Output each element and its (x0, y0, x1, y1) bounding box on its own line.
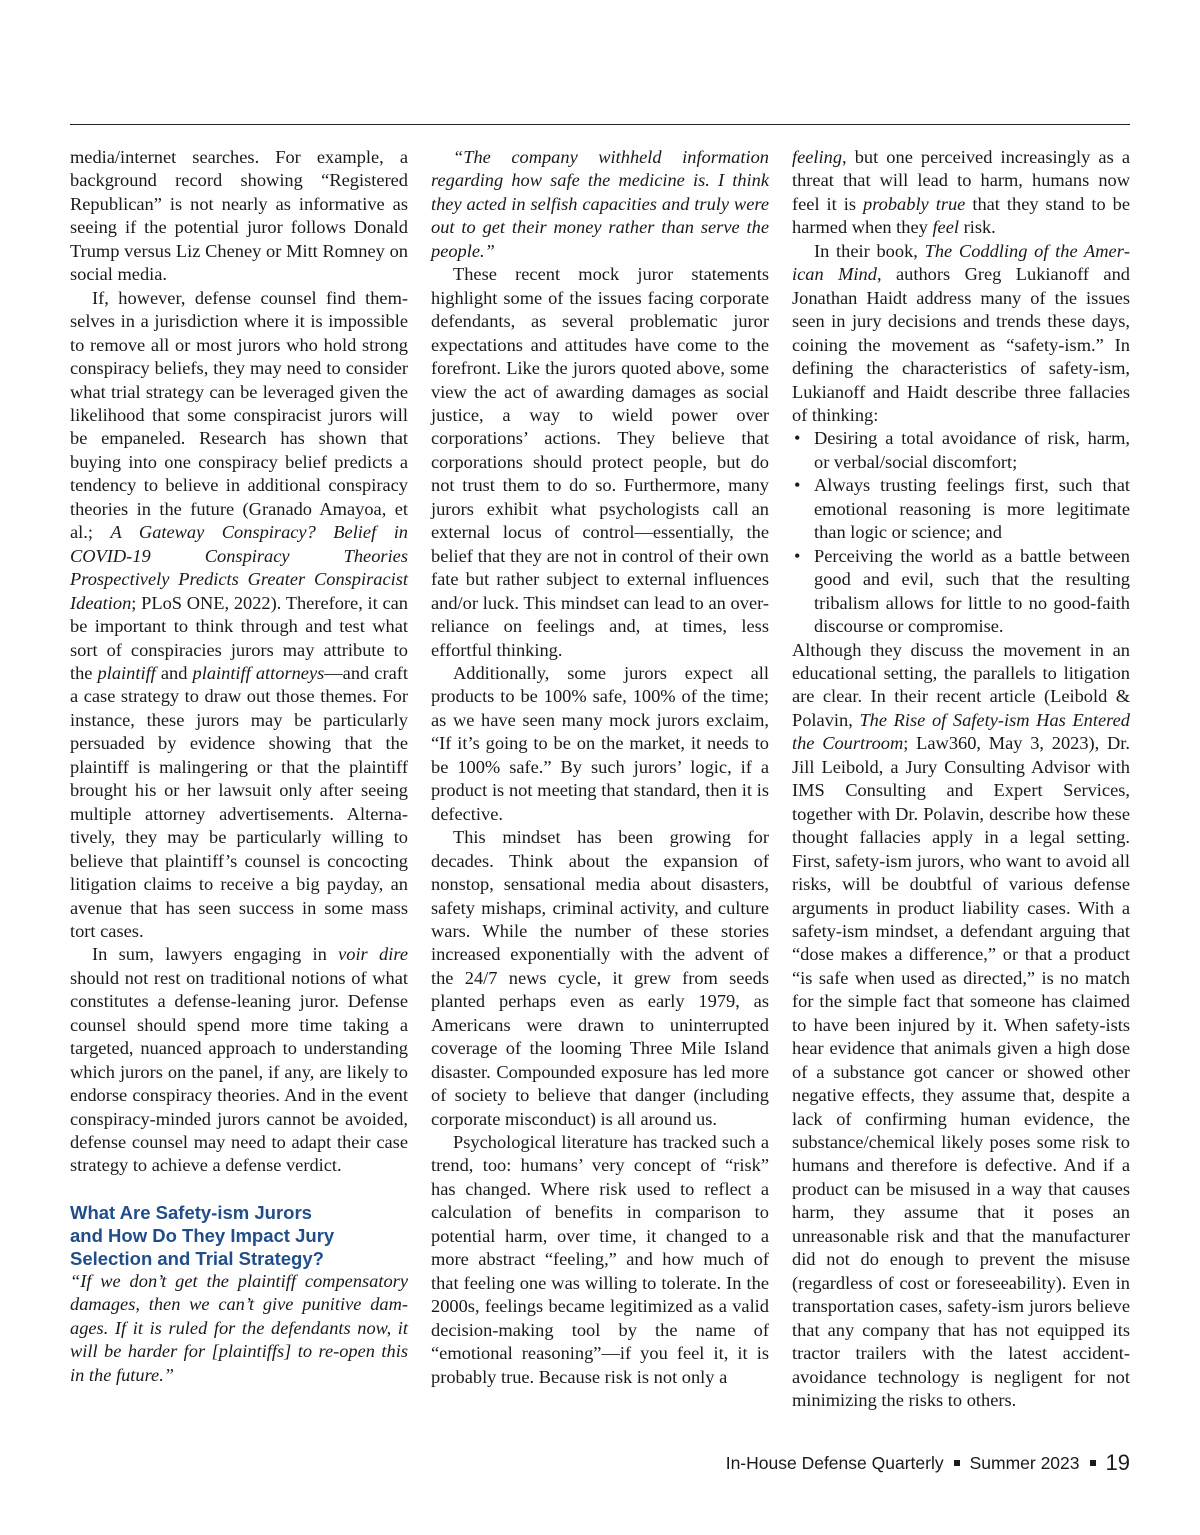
paragraph: Psychological literature has tracked such a trend, too: humans’ very concept of “risk” has changed. Where risk used to reflect a calculation of benefits in comparison to potential harm, over time, it changed to a more abstract “feeling,” and how much of that feeling one was willing to tolerate. In the 2000s, feelings became legitimized as a valid decision-making tool by the name of “emotional reasoning”—if you feel it, it is probably true. Because risk is not only a (431, 1132, 769, 1387)
column-3 (792, 146, 1130, 1412)
article-body (70, 146, 1130, 1446)
fallacies-list (792, 427, 1130, 638)
column-2 (431, 146, 769, 1389)
list-item: • Desiring a total avoidance of risk, harm, or verbal/social discomfort; (794, 428, 1130, 472)
publication-name: In-House Defense Quarterly (725, 1452, 944, 1473)
column-1 (70, 146, 408, 1387)
list-item: • Perceiving the world as a battle between good and evil, such that the resulting tribalism allows for little to no good-faith discourse or compromise. (794, 545, 1130, 637)
paragraph: Although they discuss the movement in an educational setting, the parallels to litigation are clear. In their recent article (Leibold & Polavin, The Rise of Safety-ism Has Entered the Courtroom; Law360, May 3, 2023), Dr. Jill Leibold, a Jury Consulting Advisor with IMS Consulting and Expert Services, together with Dr. Polavin, describe how these thought fallacies apply in a legal setting. First, safety-ism jurors, who want to avoid all risks, will be doubtful of various defense arguments in product liability cases. With a safety-ism mindset, a defendant arguing that “dose makes a difference,” or that a product “is safe when used as directed,” is no match for the simple fact that someone has claimed to have been injured by it. When safety-ists hear evidence that animals given a high dose of a substance got cancer or showed other negative effects, they assume that, despite a lack of confirming human evidence, the substance/chemical likely poses some risk to humans and therefore is defective. And if a product can be misused in a way that causes harm, they assume that it poses an unreasonable risk and that the manufacturer did not do enough to prevent the misuse (regardless of cost or foreseeability). Even in transportation cases, safety-ism jurors believe that any company that has not equipped its tractor trailers with the latest accident-avoidance technology is negligent for not minimizing the risks to others. (792, 639, 1131, 1411)
top-rule (70, 124, 1130, 125)
paragraph: Additionally, some jurors expect all products to be 100% safe, 100% of the time; as we have seen many mock jurors exclaim, “If it’s going to be on the market, it needs to be 100% safe.” By such jurors’ logic, if a product is not meeting that standard, then it is defective. (431, 662, 769, 824)
separator-square-icon (954, 1460, 960, 1466)
paragraph: If, however, defense counsel find themselves in a jurisdiction where it is impossible to remove all or most jurors who hold strong conspiracy beliefs, they may need to consider what trial strategy can be leveraged given the likelihood that some conspiracist jurors will be empaneled. Research has shown that buying into one conspiracy belief predicts a tendency to believe in additional conspiracy theories in the future (Granado Amayoa, et al.; A Gateway Conspiracy? Belief in COVID-19 Conspiracy Theories Prospectively Predicts Greater Conspiracist Ideation; PLoS ONE, 2022). Therefore, it can be important to think through and test what sort of conspiracies jurors may attribute to the plaintiff and plaintiff attorneys—and craft a case strategy to draw out those themes. For instance, these jurors may be particularly persuaded by evidence showing that the plaintiff is malingering or that the plaintiff brought his or her lawsuit only after seeing multiple attorney advertisements. Alternatively, they may be particularly willing to believe that plaintiff’s counsel is concocting litigation claims to receive a big payday, an avenue that has seen success in some mass tort cases. (70, 287, 408, 941)
list-item: • Always trusting feelings first, such that emotional reasoning is more legitimate than logic or science; and (794, 475, 1130, 543)
bullet-icon: • (794, 545, 801, 566)
citation-title: A Gateway Conspiracy? Belief in COVID-19 Conspiracy Theories Prospectively Predicts Greater Conspiracist Ideation (70, 522, 408, 613)
book-title: The Coddling of the American Mind (792, 240, 1130, 285)
page-number: 19 (1105, 1450, 1130, 1475)
paragraph: These recent mock juror statements highlight some of the issues facing corporate defendants, as several problematic juror expectations and attitudes have come to the forefront. Like the jurors quoted above, some view the act of awarding damages as social justice, a way to wield power over corporations’ actions. They believe that corporations should protect people, but do not trust them to do so. Furthermore, many jurors exhibit what psychologists call an external locus of control—essentially, the belief that they are not in control of their own fate but rather subject to external influences and/or luck. This mindset can lead to an over-reliance on feelings and, at times, less effortful thinking. (431, 264, 769, 660)
page-footer (726, 1450, 1130, 1476)
paragraph: This mindset has been growing for decades. Think about the expansion of nonstop, sensational media about disasters, safety mishaps, criminal activity, and culture wars. While the number of these stories increased exponentially with the advent of the 24/7 news cycle, it grew from seeds planted perhaps even as early 1979, as Americans were drawn to uninterrupted coverage of the looming Three Mile Island disaster. Compounded exposure has led more of society to believe that danger (including corporate misconduct) is all around us. (431, 827, 769, 1129)
bullet-icon: • (794, 475, 801, 496)
juror-quote: “If we don’t get the plaintiff compensatory damages, then we can’t give punitive damages. If it is ruled for the defendants now, it will be harder for [plaintiffs] to re-open this in the future.” (70, 1270, 408, 1385)
paragraph: feeling, but one perceived increasingly as a threat that will lead to harm, humans now feel it is probably true that they stand to be harmed when they feel risk. (792, 147, 1130, 238)
citation-title: The Rise of Safety-ism Has Entered the Courtroom (792, 709, 1130, 754)
issue-label: Summer 2023 (969, 1452, 1080, 1473)
paragraph: In sum, lawyers engaging in voir dire should not rest on traditional notions of what constitutes a defense-leaning juror. Defense counsel should spend more time taking a targeted, nuanced approach to understanding which jurors on the panel, if any, are likely to endorse conspiracy theories. And in the event conspiracy-minded jurors cannot be avoided, defense counsel may need to adapt their case strategy to achieve a defense verdict. (70, 944, 408, 1176)
separator-square-icon (1090, 1460, 1096, 1466)
section-heading: What Are Safety-ism Jurors and How Do They Impact Jury Selection and Trial Strategy? (70, 1201, 335, 1269)
paragraph: In their book, The Coddling of the American Mind, authors Greg Lukianoff and Jonathan Haidt address many of the issues seen in jury decisions and trends these days, coining the movement as “safety-ism.” In defining the characteristics of safety-ism, Lukianoff and Haidt describe three fallacies of thinking: (792, 240, 1130, 425)
juror-quote: “The company withheld information regarding how safe the medicine is. I think they acted in selfish capacities and truly were out to get their money rather than serve the people.” (431, 147, 769, 261)
paragraph: media/internet searches. For example, a background record showing “Registered Republican” is not nearly as informative as seeing if the potential juror follows Donald Trump versus Liz Cheney or Mitt Romney on social media. (70, 147, 408, 285)
bullet-icon: • (794, 428, 801, 449)
